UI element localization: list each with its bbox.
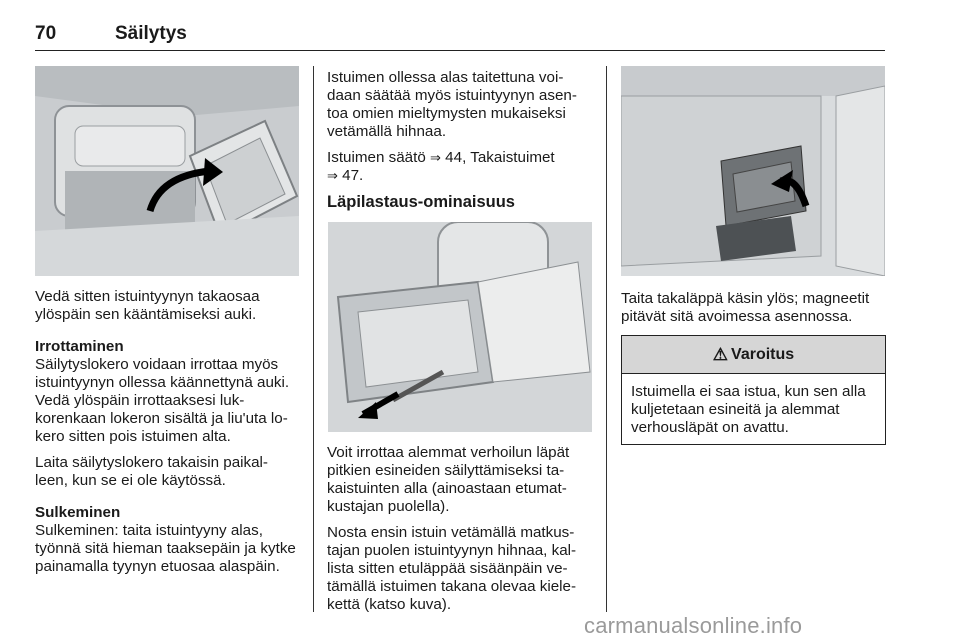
- reference-arrow-icon: ⇒: [430, 150, 441, 165]
- heading-removing: Irrottaminen: [35, 338, 124, 355]
- ref-seat-adjust-label: Istuimen säätö: [327, 149, 426, 166]
- section-title-load-through: Läpilastaus-ominaisuus: [327, 193, 515, 211]
- refit-text: Laita säilytyslokero takaisin paikal-leen, kun se ei ole käytössä.: [35, 454, 268, 489]
- column-1-text: [35, 288, 300, 584]
- warning-header: [622, 336, 885, 374]
- warning-text: Istuimella ei saa istua, kun sen alla kuljetetaan esineitä ja alemmat verhousläpät on avattu.: [631, 383, 866, 436]
- caption-lift-cushion: Vedä sitten istuintyynyn takaosaa ylöspäin sen kääntämiseksi auki.: [35, 288, 260, 323]
- folded-adjust-text: Istuimen ollessa alas taitettuna voi-daan säätää myös istuintyynyn asen-toa omien mieltymysten mukaiseksi vetämällä hihnaa.: [327, 69, 577, 140]
- warning-box: [621, 335, 886, 445]
- reference-arrow-icon: ⇒: [327, 168, 338, 183]
- removing-text: Säilytyslokero voidaan irrottaa myös istuintyynyn ollessa käännettynä auki. Vedä ylöspäin irrottaaksesi luk-korenkaan lokeron sisältä ja liu'uta lo-kero sitten pois istuimen alta.: [35, 356, 290, 445]
- ref-rear-seats-label: Takaistuimet: [470, 149, 555, 166]
- column-divider-1: [313, 66, 314, 612]
- caption-rear-flap: Taita takaläppä käsin ylös; magneetit pitävät sitä avoimessa asennossa.: [621, 290, 870, 325]
- column-2-lower-text: [327, 444, 592, 622]
- warning-triangle-icon: ⚠: [712, 344, 729, 364]
- load-through-text: Voit irrottaa alemmat verhoilun läpät pitkien esineiden säilyttämiseksi ta-kaistuinten alla (ainoastaan etumat-kustajan puolella).: [327, 444, 570, 515]
- load-through-steps: Nosta ensin istuin vetämällä matkus-tajan puolen istuintyynyn hihnaa, kal-lista sitten etuläppää sisäänpäin ve-tämällä istuimen takana olevaa kiele-kettä (katso kuva).: [327, 524, 577, 613]
- column-divider-2: [606, 66, 607, 612]
- chapter-title: Säilytys: [115, 23, 187, 44]
- column-3-text: [621, 290, 886, 334]
- figure-rear-flap: [621, 66, 885, 276]
- ref-rear-seats-page[interactable]: 47.: [342, 167, 364, 184]
- warning-title: Varoitus: [731, 345, 795, 363]
- ref-seat-adjust-page[interactable]: 44: [445, 149, 463, 166]
- reference-line: Istuimen säätö ⇒ 44, Takaistuimet ⇒ 47.: [327, 149, 555, 184]
- column-2-text: [327, 69, 592, 211]
- page-number: 70: [35, 23, 57, 44]
- heading-closing: Sulkeminen: [35, 504, 121, 521]
- watermark: carmanualsonline.info: [584, 613, 803, 638]
- page-header: [35, 14, 885, 51]
- figure-load-through: [328, 222, 592, 432]
- figure-storage-lid: [35, 66, 299, 276]
- closing-text: Sulkeminen: taita istuintyyny alas, työnnä sitä hieman taaksepäin ja kytke painamalla tyynyn etuosaa alaspäin.: [35, 522, 296, 575]
